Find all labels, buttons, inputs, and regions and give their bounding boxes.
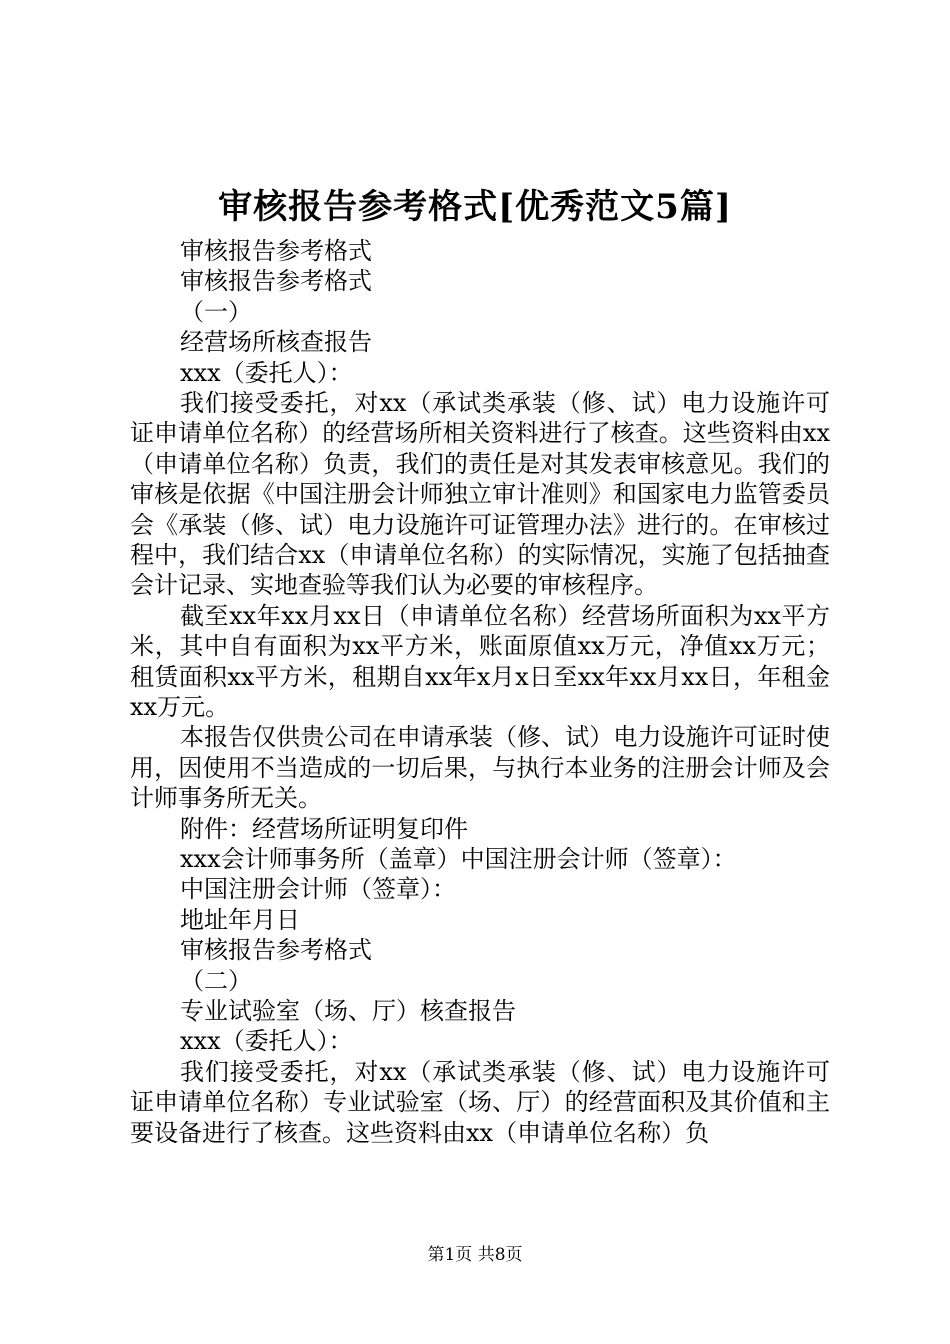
paragraph: 我们接受委托，对xx（承试类承装（修、试）电力设施许可证申请单位名称）专业试验室（场、厅）的经营面积及其价值和主要设备进行了核查。这些资料由xx（申请单位名称）负 — [130, 1057, 830, 1147]
document-body — [130, 236, 830, 1148]
salutation: xxx（委托人）： — [180, 358, 353, 387]
section-heading: 专业试验室（场、厅）核查报告 — [180, 996, 516, 1025]
section-number: （一） — [180, 297, 252, 326]
page-footer: 第1页 共8页 — [427, 1245, 523, 1265]
section-heading: 经营场所核查报告 — [180, 328, 372, 357]
text-line: 审核报告参考格式 — [180, 936, 372, 965]
text-line: 审核报告参考格式 — [180, 237, 372, 265]
attachment-line: 附件：经营场所证明复印件 — [180, 814, 468, 843]
text-line: 审核报告参考格式 — [180, 267, 372, 296]
salutation: xxx（委托人）： — [180, 1027, 353, 1056]
document-title: 审核报告参考格式[优秀范文5篇] — [218, 187, 732, 227]
signature-line: 中国注册会计师（签章）： — [180, 875, 456, 904]
section-number: （二） — [180, 966, 252, 995]
address-date-line: 地址年月日 — [180, 905, 300, 934]
paragraph: 我们接受委托，对xx（承试类承装（修、试）电力设施许可证申请单位名称）的经营场所相关资料进行了核查。这些资料由xx（申请单位名称）负责，我们的责任是对其发表审核意见。我们的审核是依据《中国注册会计师独立审计准则》和国家电力监管委员会《承装（修、试）电力设施许可证管理办法》进行的。在审核过程中，我们结合xx（申请单位名称）的实际情况，实施了包括抽查会计记录、实地查验等我们认为必要的审核程序。 — [130, 388, 830, 600]
paragraph: 截至xx年xx月xx日（申请单位名称）经营场所面积为xx平方米，其中自有面积为xx平方米，账面原值xx万元，净值xx万元；租赁面积xx平方米，租期自xx年x月x日至xx年xx月xx日，年租金xx万元。 — [130, 601, 830, 722]
signature-line: xxx会计师事务所（盖章）中国注册会计师（签章）： — [180, 845, 737, 874]
paragraph: 本报告仅供贵公司在申请承装（修、试）电力设施许可证时使用，因使用不当造成的一切后果，与执行本业务的注册会计师及会计师事务所无关。 — [130, 723, 830, 813]
